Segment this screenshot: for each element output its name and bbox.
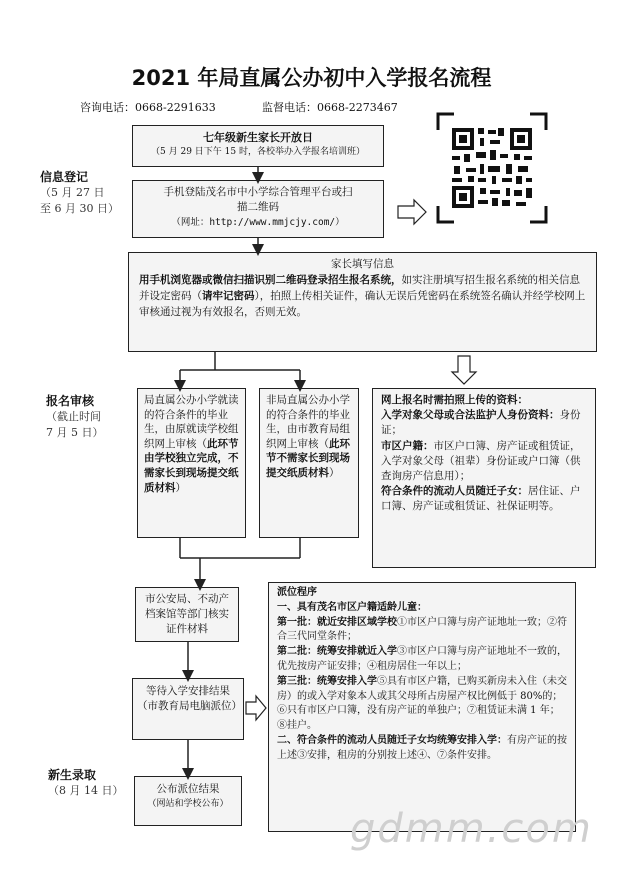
allocation-title: 派位程序 [277, 587, 317, 598]
side-label-review-title: 报名审核 [46, 394, 95, 408]
parent-fill-bold1: 用手机浏览器或微信扫描识别二维码登录招生报名系统， [139, 274, 402, 286]
allocation-b2-text: ③市区户口簿与房产证地址不一致的，优先按房产证安排；④租房居住一年以上； [277, 646, 567, 672]
login-line1: 手机登陆茂名市中小学综合管理平台或扫 [163, 186, 353, 198]
allocation-s1-title: 一、具有茂名市区户籍适龄儿童： [277, 601, 427, 613]
parent-fill-heading: 家长填写信息 [331, 258, 394, 270]
page-title: 2021 年局直属公办初中入学报名流程 [131, 66, 492, 90]
consult-phone: 咨询电话：0668-2291633 [80, 101, 216, 114]
side-label-admit-line1: （8 月 14 日） [48, 784, 124, 797]
hollow-arrow-to-upload [452, 356, 476, 384]
verify-text: 市公安局、不动产档案馆等部门核实证件材料 [145, 593, 229, 635]
side-label-info-line1: （5 月 27 日 [40, 186, 105, 199]
parent-fill-text1: 如实注册填写招生报名系统的相关信息并设定密码（ [139, 274, 580, 302]
parent-fill-text2: ），拍照上传相关证件，确认无误后凭密码在系统签名确认并经学校网上审核通过视为有效报名，否则无效。 [139, 290, 586, 318]
publish-line1: 公布派位结果 [156, 783, 220, 795]
publish-line2: （网站和学校公布） [147, 799, 229, 809]
upload-parent-title: 入学对象父母或合法监护人身份资料： [381, 409, 560, 422]
allocation-b1-bold: 就近安排区域学校 [317, 616, 397, 628]
side-label-admit-title: 新生录取 [48, 768, 97, 782]
allocation-b3-bold: 统筹安排入学 [317, 675, 377, 687]
upload-urban-title: 市区户籍： [381, 439, 434, 452]
direct-school-end: ） [175, 481, 186, 494]
allocation-s2-text: 有房产证的按上述③安排，租房的分别按上述④、⑦条件安排。 [277, 734, 567, 761]
side-label-review-line1: （截止时间 [46, 410, 101, 423]
allocation-b3-label: 第三批： [277, 675, 317, 687]
upload-parent-text: 身份证； [381, 409, 581, 437]
allocation-s2-title: 二、符合条件的流动人员随迁子女均统筹安排入学： [277, 734, 507, 746]
allocation-b1-text: ①市区户口簿与房产证地址一致；②符合三代同堂条件； [277, 616, 567, 643]
side-label-info-line2: 至 6 月 30 日） [40, 202, 119, 215]
direct-school-bold: 此环节由学校独立完成，不需家长到现场提交纸质材料 [144, 437, 239, 494]
hollow-arrow-to-allocation [246, 696, 266, 720]
upload-urban-text: 市区户口簿、房产证或租赁证，入学对象父母（祖辈）身份证或户口簿（供查询房产信息用）； [381, 439, 581, 483]
upload-title: 网上报名时需拍照上传的资料： [381, 394, 528, 406]
side-label-info-title: 信息登记 [40, 170, 89, 184]
hollow-arrow-to-qr [398, 200, 426, 224]
allocation-b3-text: ⑤具有市区户籍，已购买新房未入住（未交房）的或入学对象本人或其父母所占房屋产权比例低于 80%的；⑥只有市区户口簿，没有房产证的单独户；⑦租赁证未满 1 年；⑧挂户。 [277, 675, 567, 732]
supervise-phone: 监督电话：0668-2273467 [262, 101, 398, 114]
allocation-b1-label: 第一批： [277, 616, 317, 628]
upload-migrant-text: 居住证、户口簿、房产证或租赁证、社保证明等。 [381, 485, 581, 513]
side-label-review-line2: 7 月 5 日） [46, 426, 104, 439]
non-direct-end: ） [329, 466, 340, 479]
parent-fill-bold2: 请牢记密码 [202, 290, 255, 302]
non-direct-bold: 此环节不需家长到现场提交纸质材料 [266, 437, 350, 479]
non-direct-plain: 非局直属公办小学的符合条件的毕业生，由市教育局组织网上审核（ [266, 394, 350, 450]
open-day-title: 七年级新生家长开放日 [203, 131, 313, 144]
open-day-sub: （5 月 29 日下午 15 时，各校举办入学报名培训班） [151, 147, 365, 157]
direct-school-plain: 局直属公办小学就读的符合条件的毕业生，由原就读学校组织网上审核（ [144, 394, 239, 450]
login-url: （网址：http://www.mmjcjy.com/） [171, 217, 345, 228]
watermark: gdmm.com [350, 806, 593, 852]
await-line1: 等待入学安排结果 [146, 685, 230, 697]
login-line2: 描二维码 [237, 201, 279, 213]
allocation-b2-bold: 统筹安排就近入学 [317, 646, 397, 658]
await-line2: （市教育局电脑派位） [137, 700, 242, 712]
upload-migrant-title: 符合条件的流动人员随迁子女： [381, 485, 528, 498]
allocation-b2-label: 第二批： [277, 646, 317, 658]
